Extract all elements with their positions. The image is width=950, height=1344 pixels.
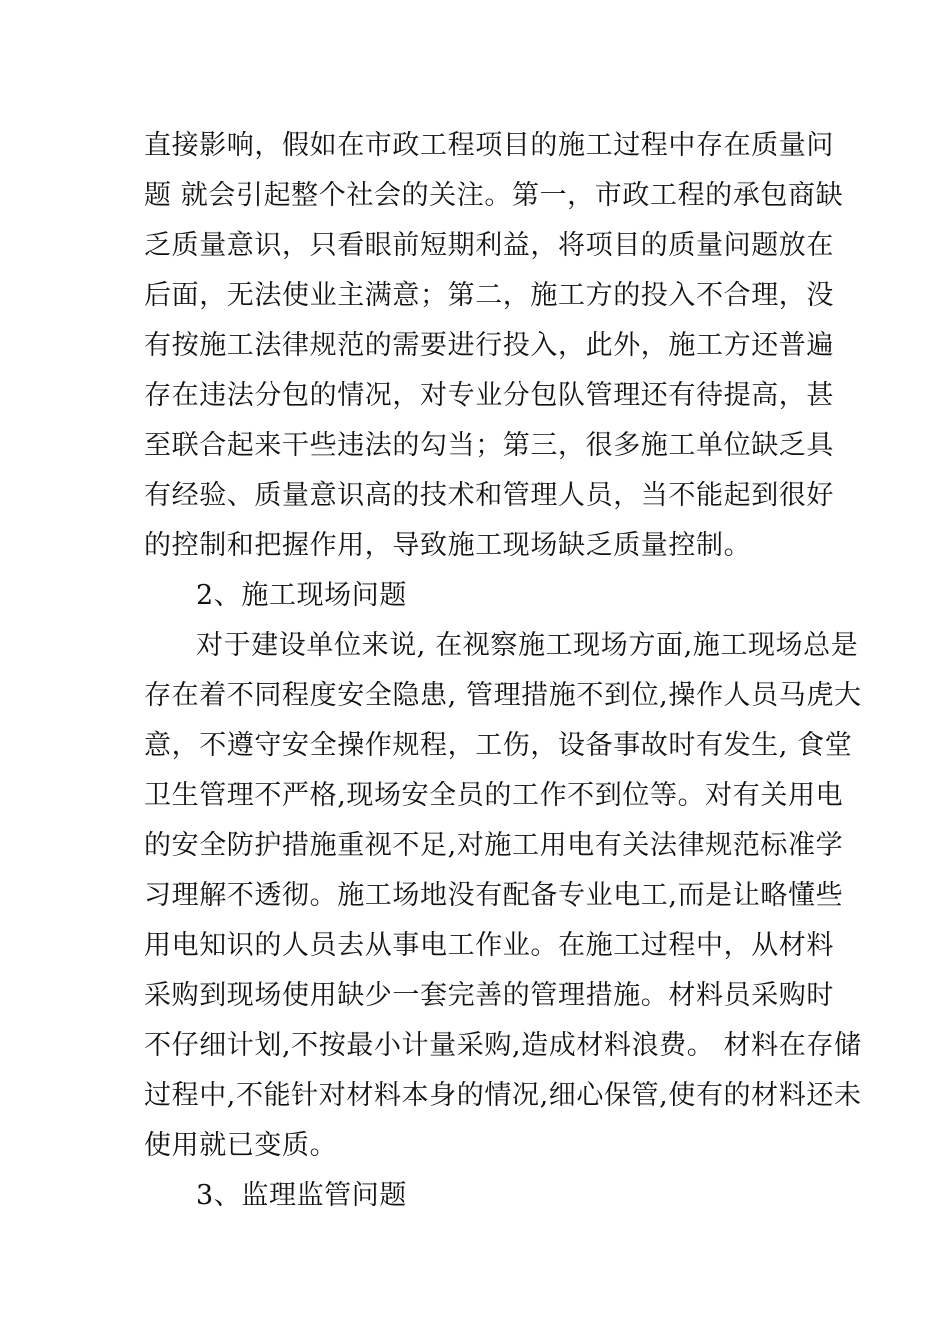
text-line: 题 就会引起整个社会的关注。第一，市政工程的承包商缺 <box>144 180 844 211</box>
text-line: 后面，无法使业主满意；第二，施工方的投入不合理，没 <box>144 280 834 311</box>
text-line: 采购到现场使用缺少一套完善的管理措施。材料员采购时 <box>144 980 834 1011</box>
text-line: 的安全防护措施重视不足,对施工用电有关法律规范标准学 <box>144 830 844 861</box>
text-line: 卫生管理不严格,现场安全员的工作不到位等。对有关用电 <box>144 780 844 811</box>
text-line: 使用就已变质。 <box>144 1130 338 1161</box>
text-line: 过程中,不能针对材料本身的情况,细心保管,使有的材料还未 <box>144 1080 862 1111</box>
text-line: 用电知识的人员去从事电工作业。在施工过程中，从材料 <box>144 930 834 961</box>
text-line: 有经验、质量意识高的技术和管理人员，当不能起到很好 <box>144 480 834 511</box>
text-line: 不仔细计划,不按最小计量采购,造成材料浪费。 材料在存储 <box>144 1030 862 1061</box>
section-heading: 2、施工现场问题 <box>196 580 407 611</box>
text-line: 存在违法分包的情况，对专业分包队管理还有待提高，甚 <box>144 380 834 411</box>
text-line: 对于建设单位来说, 在视察施工现场方面,施工现场总是 <box>196 630 859 661</box>
text-line: 存在着不同程度安全隐患, 管理措施不到位,操作人员马虎大 <box>144 680 862 711</box>
text-line: 至联合起来干些违法的勾当；第三，很多施工单位缺乏具 <box>144 430 834 461</box>
paragraph-quality-issues <box>144 121 844 571</box>
text-line: 乏质量意识，只看眼前短期利益，将项目的质量问题放在 <box>144 230 834 261</box>
section-heading-3 <box>144 1171 804 1221</box>
text-line: 意，不遵守安全操作规程，工伤，设备事故时有发生, 食堂 <box>144 730 853 761</box>
text-line: 直接影响，假如在市政工程项目的施工过程中存在质量问 <box>144 130 834 161</box>
paragraph-site-issues <box>144 621 862 1171</box>
text-line: 的控制和把握作用，导致施工现场缺乏质量控制。 <box>144 530 752 561</box>
section-heading-2 <box>144 571 804 621</box>
text-line: 有按施工法律规范的需要进行投入，此外，施工方还普遍 <box>144 330 834 361</box>
section-heading: 3、监理监管问题 <box>196 1180 407 1211</box>
text-line: 习理解不透彻。施工场地没有配备专业电工,而是让略懂些 <box>144 880 844 911</box>
